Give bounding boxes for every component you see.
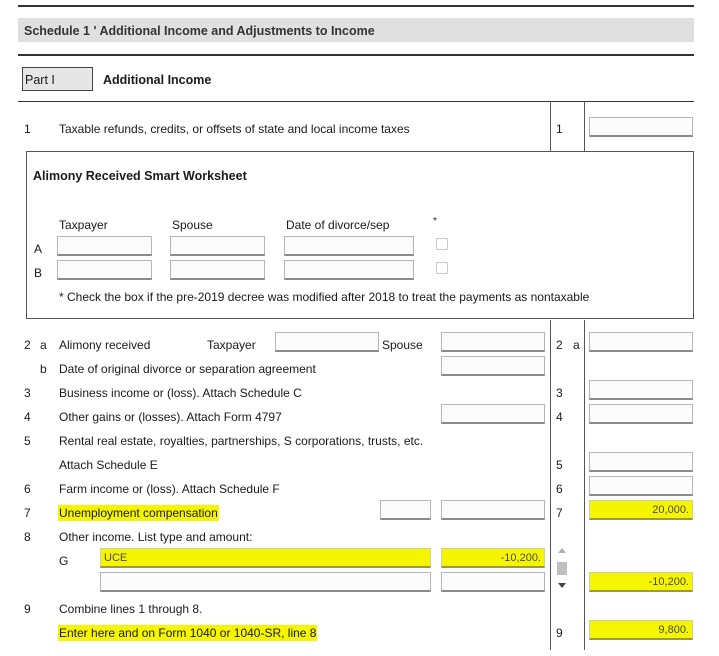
line-7-sub-field-2[interactable] — [441, 500, 545, 520]
line-sub: a — [40, 338, 47, 352]
line-7-amount-value: 20,000. — [652, 504, 689, 516]
line-7-sub-field-1[interactable] — [380, 500, 431, 520]
worksheet-b-spouse-field[interactable] — [170, 260, 265, 280]
row-label-b: B — [34, 266, 43, 280]
line-3-label: Business income or (loss). Attach Schedule C — [59, 386, 302, 400]
header-rule — [18, 54, 694, 56]
box-number: 9 — [556, 626, 563, 640]
line-8-amount-field-2[interactable] — [441, 572, 545, 592]
worksheet-a-taxpayer-field[interactable] — [57, 236, 152, 256]
line-9-amount-value: 9,800. — [658, 624, 689, 636]
col-divider — [550, 101, 551, 151]
line-number: 9 — [24, 602, 31, 616]
line-8-letter: G — [59, 554, 69, 568]
top-rule — [18, 5, 694, 7]
box-number: 1 — [556, 122, 563, 136]
line-8-type-field-2[interactable] — [100, 572, 431, 592]
worksheet-note: * Check the box if the pre-2019 decree was modified after 2018 to treat the payments as nontaxable — [59, 290, 590, 304]
line-2b-label: Date of original divorce or separation agreement — [59, 362, 316, 376]
worksheet-a-checkbox[interactable] — [436, 238, 448, 250]
line-number: 3 — [24, 386, 31, 400]
line-1-label: Taxable refunds, credits, or offsets of state and local income taxes — [59, 122, 410, 136]
line-number: 7 — [24, 506, 31, 520]
box-sub: a — [573, 338, 580, 352]
line-7-amount-field[interactable] — [589, 500, 693, 520]
list-scrollbar[interactable] — [555, 548, 569, 590]
line-sub: b — [40, 362, 47, 376]
row-label-a: A — [34, 242, 43, 256]
part-tab — [22, 67, 93, 91]
col-divider — [550, 320, 551, 650]
line-number: 8 — [24, 530, 31, 544]
box-number: 6 — [556, 482, 563, 496]
line-7-label: Unemployment compensation — [59, 506, 218, 520]
line-4-amount-field[interactable] — [589, 404, 693, 424]
line-9-amount-field[interactable] — [589, 620, 693, 640]
part-rule — [18, 101, 694, 102]
col-header-spouse: Spouse — [172, 218, 213, 232]
line-8-total-value: -10,200. — [648, 576, 689, 588]
line-5-amount-field[interactable] — [589, 452, 693, 472]
line-6-amount-field[interactable] — [589, 476, 693, 496]
line-4-sub-field[interactable] — [441, 404, 545, 424]
worksheet-b-date-field[interactable] — [284, 260, 414, 280]
schedule-header — [18, 18, 694, 42]
line-8-type-value: UCE — [104, 552, 128, 564]
line-2a-spouse-label: Spouse — [382, 338, 423, 352]
line-5-label-2: Attach Schedule E — [59, 458, 158, 472]
line-3-amount-field[interactable] — [589, 380, 693, 400]
scroll-up-arrow-icon[interactable] — [558, 548, 566, 553]
box-number: 7 — [556, 506, 563, 520]
line-8-amount-value: -10,200. — [500, 552, 541, 564]
scroll-thumb[interactable] — [557, 562, 567, 575]
line-2a-taxpayer-label: Taxpayer — [207, 338, 256, 352]
line-number: 2 — [24, 338, 31, 352]
line-6-label: Farm income or (loss). Attach Schedule F — [59, 482, 280, 496]
part-tab-label: Part I — [25, 73, 55, 87]
worksheet-title: Alimony Received Smart Worksheet — [33, 169, 247, 183]
line-1-amount-field[interactable] — [589, 117, 693, 137]
line-2b-date-field[interactable] — [441, 356, 545, 376]
worksheet-a-date-field[interactable] — [284, 236, 414, 256]
box-number: 3 — [556, 386, 563, 400]
box-number: 2 — [556, 338, 563, 352]
line-9-label-2: Enter here and on Form 1040 or 1040-SR, line 8 — [59, 626, 317, 640]
line-2a-label: Alimony received — [59, 338, 151, 352]
col-divider — [584, 320, 585, 650]
line-number: 5 — [24, 434, 31, 448]
scroll-down-arrow-icon[interactable] — [558, 583, 566, 588]
col-header-taxpayer: Taxpayer — [59, 218, 108, 232]
line-4-label: Other gains or (losses). Attach Form 4797 — [59, 410, 282, 424]
worksheet-b-taxpayer-field[interactable] — [57, 260, 152, 280]
line-8-amount-field[interactable] — [441, 548, 545, 568]
line-8-total-field[interactable] — [589, 572, 693, 592]
col-divider — [584, 101, 585, 151]
worksheet-a-spouse-field[interactable] — [170, 236, 265, 256]
line-number: 1 — [24, 122, 31, 136]
col-header-date: Date of divorce/sep — [286, 218, 390, 232]
line-8-label: Other income. List type and amount: — [59, 530, 253, 544]
line-number: 6 — [24, 482, 31, 496]
line-2a-taxpayer-field[interactable] — [275, 332, 379, 352]
line-8-type-field[interactable] — [100, 548, 431, 568]
line-5-label: Rental real estate, royalties, partnerships, S corporations, trusts, etc. — [59, 434, 424, 448]
line-9-label: Combine lines 1 through 8. — [59, 602, 203, 616]
worksheet-b-checkbox[interactable] — [436, 262, 448, 274]
box-number: 5 — [556, 458, 563, 472]
line-number: 4 — [24, 410, 31, 424]
line-2a-amount-field[interactable] — [589, 332, 693, 352]
col-header-star: * — [433, 216, 437, 227]
line-2a-spouse-field[interactable] — [441, 332, 545, 352]
page-title: Schedule 1 ' Additional Income and Adjustments to Income — [24, 24, 375, 38]
part-title: Additional Income — [103, 73, 212, 87]
box-number: 4 — [556, 410, 563, 424]
